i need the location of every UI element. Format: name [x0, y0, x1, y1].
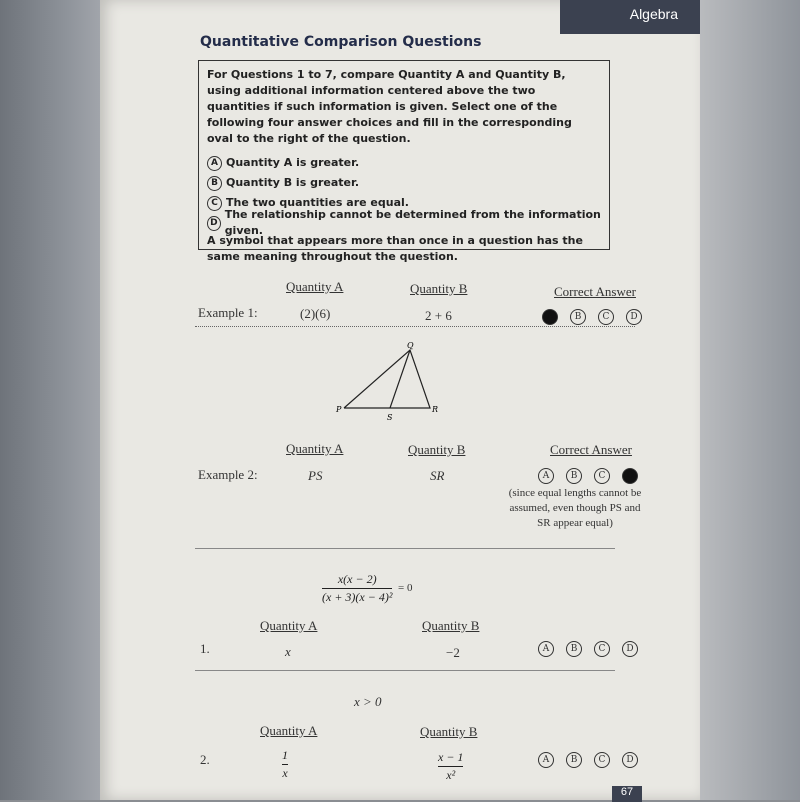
q1-quantity-a-header: Quantity A	[260, 618, 318, 633]
instructions-note: A symbol that appears more than once in a question has the same meaning throughout the question.	[207, 234, 583, 263]
q1-number: 1.	[200, 641, 210, 656]
q1-given-denominator: (x + 3)(x − 4)²	[322, 590, 393, 604]
ex2-oval-d: D	[622, 468, 638, 484]
label-p: P	[336, 405, 342, 414]
ex2-correct-answer-header: Correct Answer	[550, 442, 632, 457]
q1-oval-b[interactable]: B	[566, 641, 582, 657]
q2-quantity-b	[438, 750, 463, 783]
q1-oval-c[interactable]: C	[594, 641, 610, 657]
q2-quantity-a-header: Quantity A	[260, 723, 318, 738]
q2-oval-b[interactable]: B	[566, 752, 582, 768]
q2-given: x > 0	[354, 694, 382, 709]
ex2-oval-a: A	[538, 468, 554, 484]
q2-quantity-a-bar	[282, 764, 288, 765]
ex1-oval-b: B	[570, 309, 586, 325]
q1-answer-ovals[interactable]	[538, 641, 638, 657]
page-number: 67	[612, 786, 642, 802]
q1-quantity-b: −2	[446, 645, 460, 660]
q1-fraction-bar	[322, 588, 392, 589]
choice-c-text: The two quantities are equal.	[226, 196, 409, 209]
ex1-quantity-b: 2 + 6	[425, 308, 452, 323]
q2-quantity-a-numerator: 1	[282, 748, 288, 762]
ex2-explanation: (since equal lengths cannot be assumed, even though PS and SR appear equal)	[508, 487, 642, 529]
q2-quantity-b-bar	[438, 766, 463, 767]
ex2-quantity-a: PS	[308, 468, 323, 483]
choice-d	[207, 208, 601, 237]
q2-oval-a[interactable]: A	[538, 752, 554, 768]
choice-list	[207, 153, 601, 237]
ex2-quantity-b: SR	[430, 468, 445, 483]
choice-a-text: Quantity A is greater.	[226, 156, 360, 169]
ex2-oval-b: B	[566, 468, 582, 484]
q1-given-fraction	[322, 572, 392, 605]
q1-given-numerator: x(x − 2)	[337, 572, 377, 586]
q1-oval-a[interactable]: A	[538, 641, 554, 657]
ex1-oval-c: C	[598, 309, 614, 325]
q1-quantity-b-header: Quantity B	[422, 618, 480, 633]
ex1-correct-answer-header: Correct Answer	[554, 284, 636, 299]
examples-divider	[195, 548, 615, 549]
ex2-oval-c: C	[594, 468, 610, 484]
ex1-oval-a: A	[542, 309, 558, 325]
oval-a-icon: A	[207, 156, 222, 171]
page-title: Quantitative Comparison Questions	[200, 34, 482, 50]
label-r: R	[432, 405, 439, 414]
ex2-label: Example 2:	[198, 467, 258, 482]
q1-quantity-a: x	[285, 644, 291, 659]
label-s: S	[387, 413, 393, 422]
q2-quantity-a-denominator: x	[282, 766, 288, 780]
background-right	[700, 0, 800, 800]
q2-quantity-b-header: Quantity B	[420, 724, 478, 739]
q2-answer-ovals[interactable]	[538, 752, 638, 768]
q1-oval-d[interactable]: D	[622, 641, 638, 657]
oval-c-icon: C	[207, 196, 222, 211]
choice-d-text: The relationship cannot be determined from the information given.	[224, 208, 601, 237]
triangle-figure	[330, 340, 450, 425]
q2-quantity-b-numerator: x − 1	[438, 750, 464, 764]
section-tab: Algebra	[560, 0, 700, 34]
ex1-oval-d: D	[626, 309, 642, 325]
choice-b-text: Quantity B is greater.	[226, 176, 360, 189]
ex2-quantity-a-header: Quantity A	[286, 441, 344, 456]
ex1-quantity-a-header: Quantity A	[286, 279, 344, 294]
q1-divider	[195, 670, 615, 671]
oval-d-icon: D	[207, 216, 221, 231]
q2-quantity-a	[282, 748, 288, 781]
ex1-label: Example 1:	[198, 305, 258, 320]
background-left	[0, 0, 110, 800]
label-q: Q	[407, 341, 414, 350]
q2-number: 2.	[200, 752, 210, 767]
q2-oval-c[interactable]: C	[594, 752, 610, 768]
choice-b	[207, 173, 601, 193]
q2-quantity-b-denominator: x²	[446, 768, 456, 782]
instructions-box	[198, 60, 610, 263]
ex1-answer-ovals	[542, 309, 642, 325]
ex1-divider	[195, 326, 635, 327]
ex2-answer-ovals	[538, 468, 638, 484]
ex1-quantity-b-header: Quantity B	[410, 281, 468, 296]
ex1-quantity-a: (2)(6)	[300, 306, 331, 321]
q1-given-rhs: = 0	[398, 582, 413, 594]
choice-a	[207, 153, 601, 173]
book-page	[100, 0, 700, 800]
q2-oval-d[interactable]: D	[622, 752, 638, 768]
ex2-quantity-b-header: Quantity B	[408, 442, 466, 457]
instructions-text: For Questions 1 to 7, compare Quantity A and Quantity B, using additional information centered above the two quantities if such information is given. Select one of the following four answer choices and fill in the corresponding oval to the right of the question.	[207, 68, 572, 145]
triangle-outline	[344, 350, 430, 408]
oval-b-icon: B	[207, 176, 222, 191]
